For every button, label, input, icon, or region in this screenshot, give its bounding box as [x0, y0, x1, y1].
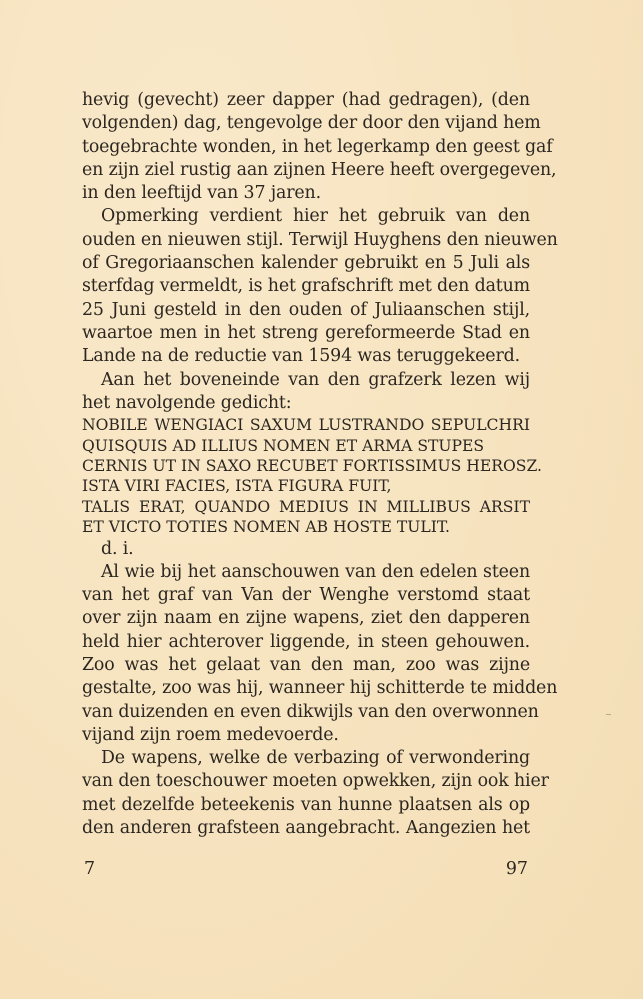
- paragraph-closing: [82, 747, 549, 840]
- text-line: den anderen grafsteen aangebracht. Aangezien het: [82, 818, 530, 839]
- text-line: Zoo was het gelaat van den man, zoo was zijne: [82, 654, 530, 675]
- inscription-line: NOBILE WENGIACI SAXUM LUSTRANDO SEPULCHRI: [82, 416, 530, 435]
- text-line: van den toeschouwer moeten opwekken, zijn ook hier: [82, 771, 549, 792]
- text-line: en zijn ziel rustig aan zijnen Heere heeft overgegeven,: [82, 159, 557, 180]
- text-line: volgenden) dag, tengevolge der door den vijand hem: [82, 113, 541, 134]
- text-line: waartoe men in het streng gereformeerde Stad en: [82, 322, 530, 343]
- text-line: van duizenden en even dikwijls van den overwonnen: [82, 701, 539, 722]
- paragraph-1: [82, 89, 557, 205]
- page-body: [82, 89, 558, 840]
- signature-mark: 7: [84, 859, 96, 879]
- inscription-line: TALIS ERAT, QUANDO MEDIUS IN MILLIBUS ARSIT: [82, 497, 530, 516]
- text-line: sterfdag vermeldt, is het grafschrift met den datum: [82, 276, 531, 297]
- inscription-line: ISTA VIRI FACIES, ISTA FIGURA FUIT,: [82, 477, 392, 496]
- text-line: gestalte, zoo was hij, wanneer hij schitterde te midden: [82, 678, 558, 699]
- text-line: Opmerking verdient hier het gebruik van den: [101, 206, 530, 227]
- text-line: Al wie bij het aanschouwen van den edelen steen: [101, 561, 530, 582]
- translation: [82, 561, 558, 747]
- page-number: 97: [505, 859, 528, 879]
- page-footer: [82, 857, 530, 881]
- text-line: vijand zijn roem medevoerde.: [82, 724, 339, 745]
- text-line: Lande na de reductie van 1594 was teruggekeerd.: [82, 346, 520, 367]
- text-line: in den leeftijd van 37 jaren.: [82, 183, 321, 204]
- text-line: hevig (gevecht) zeer dapper (had gedragen), (den: [82, 90, 530, 110]
- translation-intro: d. i.: [101, 538, 134, 559]
- text-line: van het graf van Van der Wenghe verstomd staat: [82, 585, 530, 606]
- latin-inscription: [82, 415, 543, 537]
- text-line: ouden en nieuwen stijl. Terwijl Huyghens den nieuwen: [82, 229, 558, 250]
- text-line: 25 Juni gesteld in den ouden of Juliaanschen stijl,: [82, 299, 530, 320]
- paragraph-2: [82, 205, 558, 368]
- text-line: over zijn naam en zijne wapens, ziet den dapperen: [82, 608, 530, 629]
- inscription-line: CERNIS UT IN SAXO RECUBET FORTISSIMUS HEROSZ.: [82, 456, 543, 475]
- text-line: held hier achterover liggende, in steen gehouwen.: [82, 631, 530, 652]
- text-line: De wapens, welke de verbazing of verwondering: [101, 748, 530, 769]
- text-line: toegebrachte wonden, in het legerkamp den geest gaf: [82, 136, 553, 157]
- paragraph-3: [82, 369, 530, 416]
- text-line: het navolgende gedicht:: [82, 392, 292, 413]
- inscription-line: QUISQUIS AD ILLIUS NOMEN ET ARMA STUPES: [82, 436, 485, 455]
- text-line: Aan het boveneinde van den grafzerk lezen wij: [101, 369, 530, 390]
- text-line: met dezelfde beteekenis van hunne plaatsen als op: [82, 794, 530, 815]
- margin-mark: [606, 714, 611, 715]
- inscription-line: ET VICTO TOTIES NOMEN AB HOSTE TULIT.: [82, 518, 450, 537]
- text-line: of Gregoriaanschen kalender gebruikt en 5 Juli als: [82, 253, 530, 274]
